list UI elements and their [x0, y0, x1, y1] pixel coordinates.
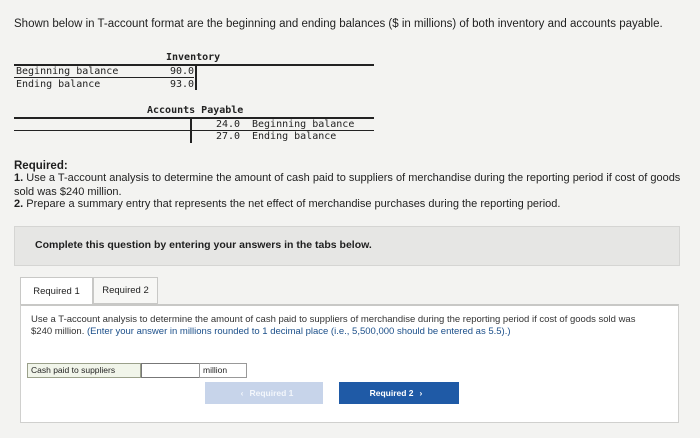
- chevron-left-icon: ‹: [240, 388, 244, 398]
- instruction-panel: [14, 226, 680, 266]
- required-item-1: [14, 172, 694, 199]
- next-button[interactable]: [339, 382, 459, 404]
- required-item-number: 2.: [14, 198, 24, 210]
- tab-required-2[interactable]: Required 2: [93, 277, 158, 304]
- inventory-row-label: Ending balance: [16, 79, 101, 90]
- required-item-2: [14, 198, 694, 212]
- inventory-divider: [195, 64, 197, 90]
- inventory-title: Inventory: [166, 52, 221, 63]
- question-body: Use a T-account analysis to determine the amount of cash paid to suppliers of merchandise during the reporting period if cost of goods sold was $240 million.: [31, 314, 636, 337]
- unit-label: million: [199, 363, 247, 378]
- prev-button-label: Required 1: [249, 388, 294, 398]
- inventory-row-value: 90.0: [170, 66, 195, 77]
- required-item-text: Prepare a summary entry that represents the net effect of merchandise purchases during the reporting period.: [26, 198, 561, 210]
- required-heading: Required:: [14, 160, 68, 172]
- ap-title: Accounts Payable: [147, 105, 244, 116]
- instruction-text: Complete this question by entering your answers in the tabs below.: [35, 239, 372, 251]
- required-item-text: Use a T-account analysis to determine the amount of cash paid to suppliers of merchandise during the reporting period if cost of goods sold was $240 million.: [14, 172, 681, 198]
- cash-paid-input[interactable]: [141, 363, 205, 378]
- inventory-row-label: Beginning balance: [16, 66, 119, 77]
- intro-text: Shown below in T-account format are the beginning and ending balances ($ in millions) of both inventory and accounts payable.: [14, 18, 663, 30]
- cash-paid-label: Cash paid to suppliers: [27, 363, 141, 378]
- ap-row-label: Ending balance: [252, 131, 337, 142]
- ap-row-value: 24.0: [216, 119, 241, 130]
- tab-required-1[interactable]: Required 1: [20, 277, 93, 304]
- ap-row-value: 27.0: [216, 131, 241, 142]
- question-hint: (Enter your answer in millions rounded to 1 decimal place (i.e., 5,500,000 should be entered as 5.5).): [86, 325, 511, 337]
- prev-button[interactable]: [205, 382, 323, 404]
- inventory-mid-line: [14, 77, 194, 78]
- next-button-label: Required 2: [369, 388, 414, 398]
- inventory-row-value: 93.0: [170, 79, 195, 90]
- question-text: [31, 314, 651, 337]
- chevron-right-icon: ›: [419, 388, 423, 398]
- ap-row-label: Beginning balance: [252, 119, 355, 130]
- tab-content: [20, 304, 679, 423]
- required-item-number: 1.: [14, 172, 24, 184]
